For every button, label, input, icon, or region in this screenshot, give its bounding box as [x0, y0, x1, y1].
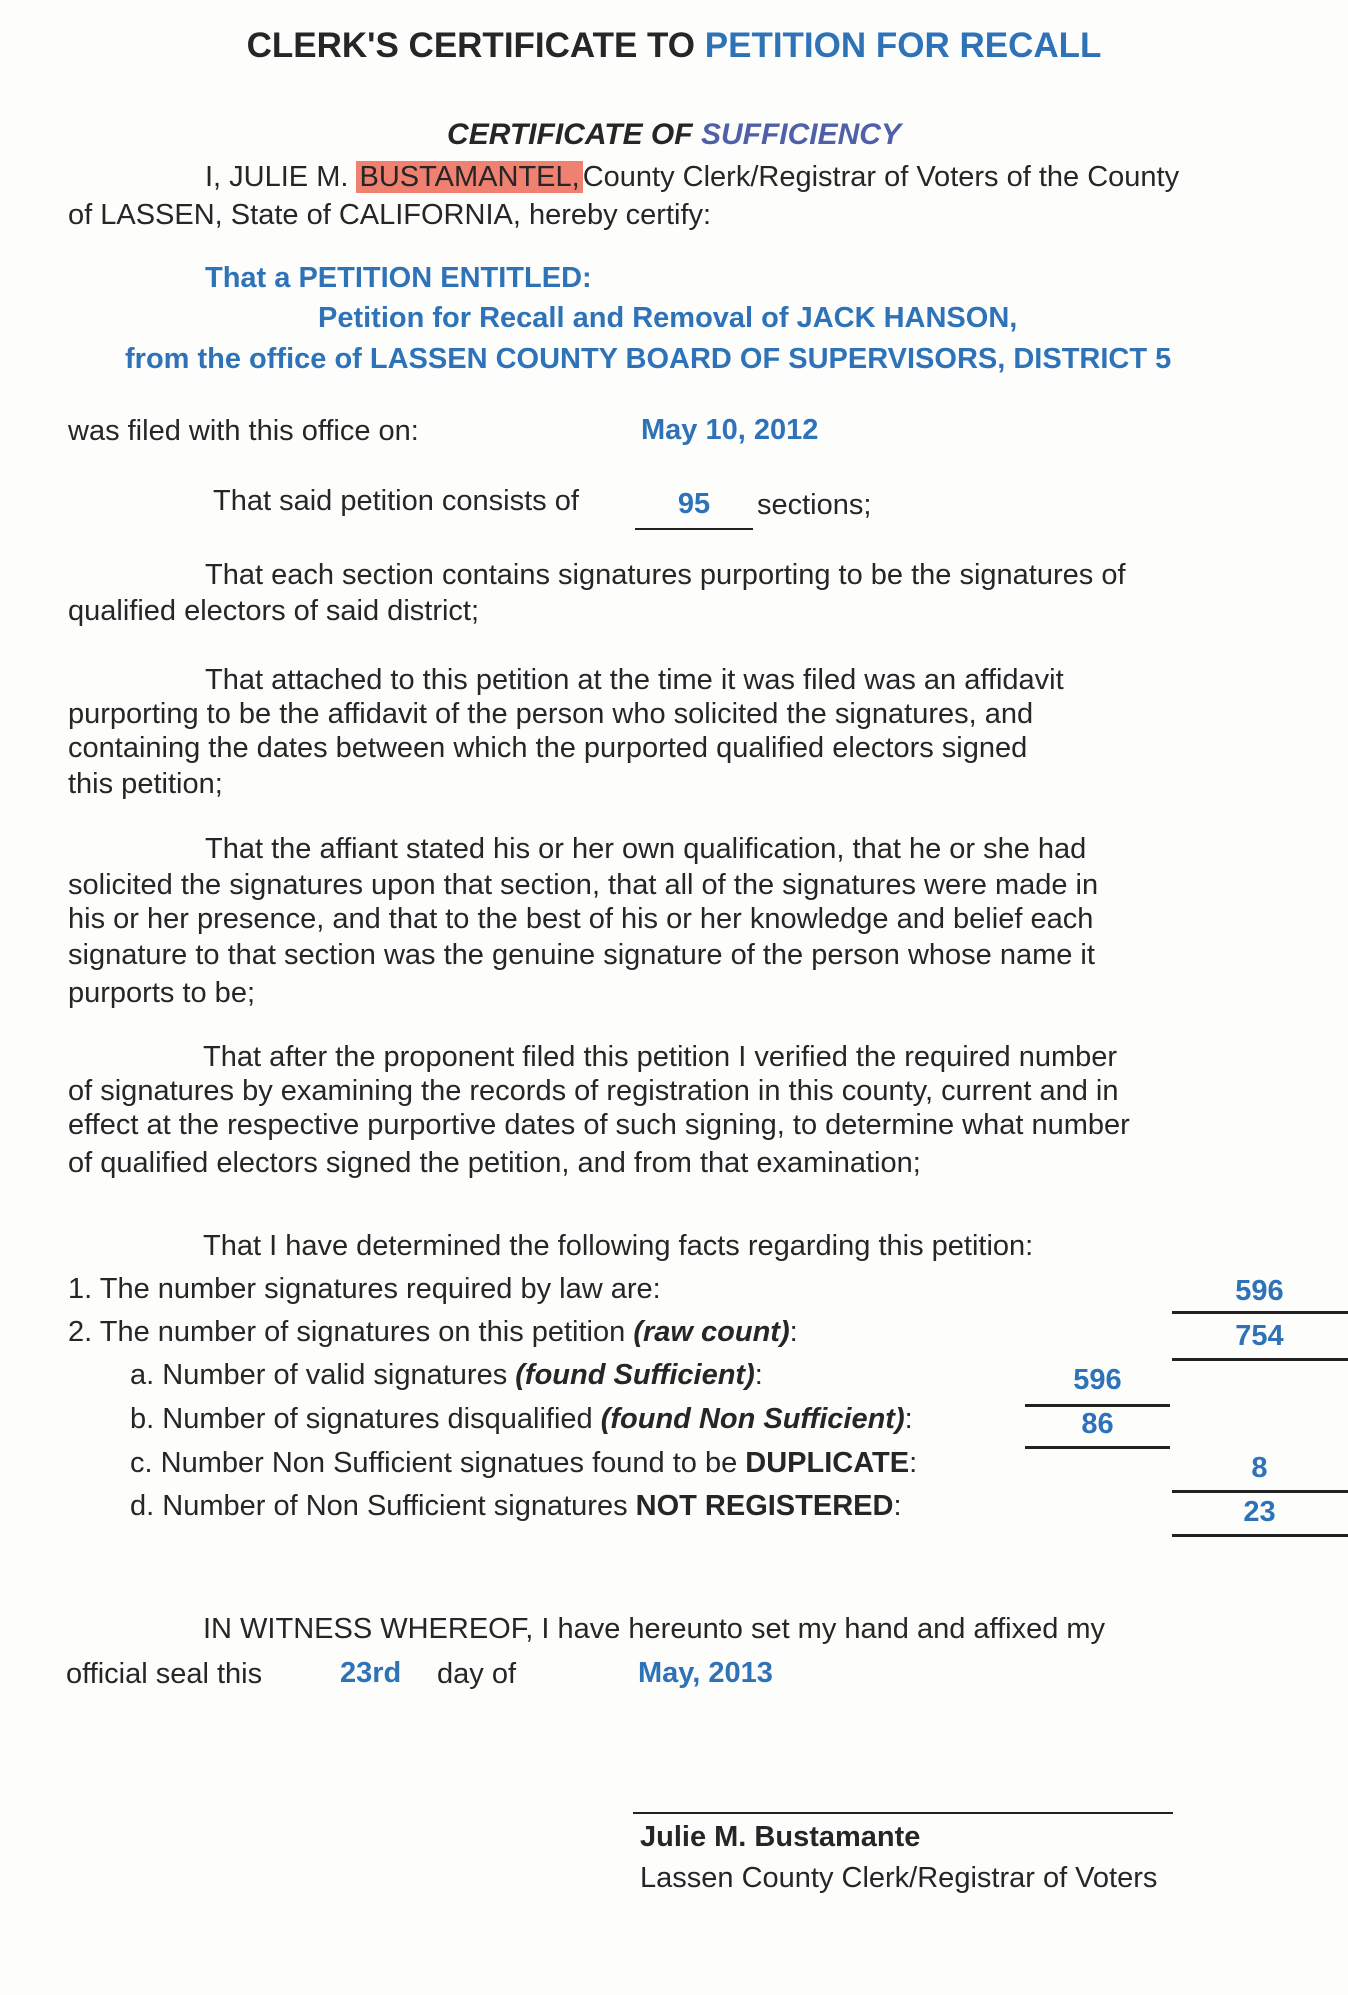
fact-d-letter: d.	[130, 1490, 155, 1522]
certificate-subtitle	[0, 118, 1348, 152]
fact-a-text: Number of valid signatures	[162, 1359, 508, 1391]
fact-d-strong: NOT REGISTERED	[635, 1490, 894, 1522]
fact-b-value: 86	[1081, 1408, 1114, 1440]
para4-line-1: That after the proponent filed this petition I verified the required number	[203, 1041, 1118, 1073]
para1-line-2: qualified electors of said district;	[68, 595, 480, 627]
intro-prefix: I, JULIE M.	[205, 161, 349, 193]
para1-line-1: That each section contains signatures purporting to be the signatures of	[205, 559, 1126, 591]
facts-intro: That I have determined the following facts regarding this petition:	[203, 1230, 1034, 1262]
fact-2	[68, 1315, 798, 1350]
intro-suffix: County Clerk/Registrar of Voters of the County	[582, 161, 1180, 193]
fact-d-text: Number of Non Sufficient signatures	[162, 1490, 628, 1522]
sections-prefix: That said petition consists of	[213, 485, 579, 517]
fact-d	[130, 1489, 902, 1524]
witness-month-year: May, 2013	[638, 1657, 773, 1689]
fact-b-letter: b.	[130, 1403, 155, 1435]
fact-2-colon: :	[789, 1316, 798, 1348]
fact-1	[68, 1272, 661, 1307]
fact-1-value: 596	[1235, 1275, 1284, 1307]
title-part-1: CLERK'S CERTIFICATE TO	[246, 26, 696, 65]
sections-underline	[635, 528, 753, 530]
para4-line-4: of qualified electors signed the petition, and from that examination;	[68, 1147, 921, 1179]
fact-a-letter: a.	[130, 1359, 155, 1391]
fact-2-value: 754	[1235, 1320, 1284, 1352]
para4-line-2: of signatures by examining the records of registration in this county, current and in	[68, 1075, 1119, 1107]
fact-a-value: 596	[1073, 1364, 1122, 1396]
fact-b-text: Number of signatures disqualified	[162, 1403, 593, 1435]
fact-c-value: 8	[1251, 1452, 1268, 1484]
fact-d-value: 23	[1243, 1496, 1276, 1528]
signatory-name: Julie M. Bustamante	[640, 1821, 921, 1853]
witness-day: 23rd	[340, 1657, 402, 1689]
para2-line-3: containing the dates between which the purported qualified electors signed	[68, 732, 1028, 764]
signatory-title: Lassen County Clerk/Registrar of Voters	[640, 1862, 1158, 1894]
document-title	[0, 26, 1348, 66]
fact-a	[130, 1358, 763, 1393]
signature-line	[633, 1812, 1173, 1814]
witness-seal-prefix: official seal this	[66, 1658, 263, 1690]
witness-line-1: IN WITNESS WHEREOF, I have hereunto set my hand and affixed my	[203, 1613, 1106, 1645]
fact-b-emphasis: (found Non Sufficient)	[600, 1403, 905, 1435]
petition-office: from the office of LASSEN COUNTY BOARD OF SUPERVISORS, DISTRICT 5	[125, 343, 1172, 375]
fact-a-colon: :	[754, 1359, 763, 1391]
para2-line-1: That attached to this petition at the time it was filed was an affidavit	[205, 664, 1064, 696]
para3-line-1: That the affiant stated his or her own qualification, that he or she had	[205, 833, 1087, 865]
fact-2-value-rule	[1172, 1358, 1348, 1361]
fact-c-letter: c.	[130, 1447, 153, 1479]
sections-suffix: sections;	[757, 489, 872, 521]
fact-d-value-rule	[1172, 1534, 1348, 1537]
fact-d-colon: :	[893, 1490, 902, 1522]
fact-b-colon: :	[904, 1403, 913, 1435]
fact-1-number: 1.	[68, 1273, 93, 1305]
fact-a-value-rule	[1025, 1404, 1170, 1407]
para2-line-2: purporting to be the affidavit of the person who solicited the signatures, and	[68, 698, 1034, 730]
para3-line-5: purports to be;	[68, 977, 255, 1009]
fact-b-value-rule	[1025, 1446, 1170, 1449]
fact-2-number: 2.	[68, 1316, 93, 1348]
title-part-2: PETITION FOR RECALL	[704, 26, 1102, 65]
fact-a-emphasis: (found Sufficient)	[515, 1359, 755, 1391]
witness-day-of: day of	[437, 1658, 516, 1690]
para2-line-4: this petition;	[68, 768, 223, 800]
para3-line-3: his or her presence, and that to the best of his or her knowledge and belief each	[68, 903, 1094, 935]
filed-date: May 10, 2012	[641, 414, 819, 446]
fact-c-strong: DUPLICATE	[745, 1447, 910, 1479]
fact-1-value-rule	[1172, 1311, 1348, 1314]
clerk-name-highlight: BUSTAMANTEL,	[356, 161, 582, 193]
fact-2-text: The number of signatures on this petition	[99, 1316, 626, 1348]
intro-line-1	[205, 160, 1179, 195]
fact-c	[130, 1446, 917, 1481]
fact-b	[130, 1402, 913, 1437]
sections-count: 95	[677, 488, 711, 520]
subtitle-part-1: CERTIFICATE OF	[447, 118, 693, 151]
fact-c-value-rule	[1172, 1490, 1348, 1493]
fact-2-emphasis: (raw count)	[633, 1316, 790, 1348]
para4-line-3: effect at the respective purportive dates of such signing, to determine what number	[68, 1109, 1130, 1141]
petition-entitled-label: That a PETITION ENTITLED:	[205, 262, 592, 294]
fact-1-text: The number signatures required by law are:	[99, 1273, 661, 1305]
subtitle-part-2: SUFFICIENCY	[700, 118, 901, 151]
fact-c-colon: :	[909, 1447, 918, 1479]
petition-name: Petition for Recall and Removal of JACK HANSON,	[318, 302, 1018, 334]
para3-line-2: solicited the signatures upon that section, that all of the signatures were made in	[68, 869, 1099, 901]
para3-line-4: signature to that section was the genuine signature of the person whose name it	[68, 939, 1095, 971]
fact-c-text: Number Non Sufficient signatues found to be	[160, 1447, 738, 1479]
intro-line-2: of LASSEN, State of CALIFORNIA, hereby certify:	[68, 199, 712, 231]
filed-label: was filed with this office on:	[68, 415, 419, 447]
